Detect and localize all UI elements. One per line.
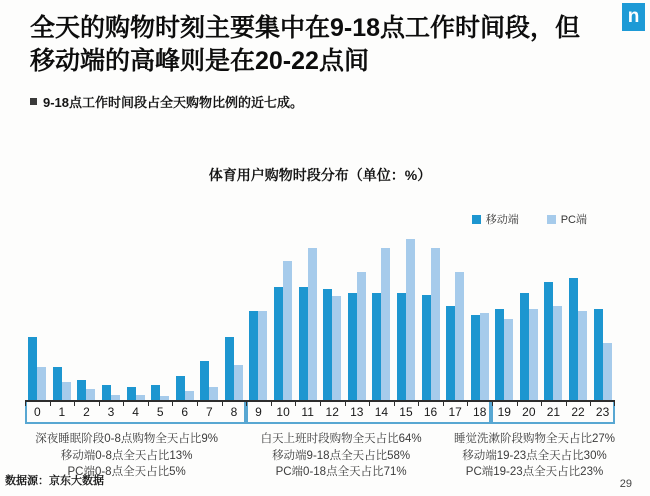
page-title-line1: 全天的购物时刻主要集中在9-18点工作时间段，但	[30, 14, 581, 42]
bar-group-22	[566, 278, 591, 400]
bar-group-4	[123, 387, 148, 400]
bar-pc-21	[553, 306, 562, 400]
bar-pc-8	[234, 365, 243, 400]
nielsen-logo	[622, 3, 645, 31]
annotation-9-18-line-0: 白天上班时段购物全天占比64%	[260, 433, 422, 445]
x-label-12: 12	[320, 402, 345, 422]
annotation-0-8-line-2: PC端0-8点全天占比5%	[67, 466, 186, 479]
bar-group-23	[590, 309, 615, 400]
data-source-note: 数据源：京东大数据	[5, 475, 104, 487]
bar-mobile-22	[569, 278, 578, 400]
annotations-row	[25, 431, 615, 481]
bar-mobile-7	[200, 361, 209, 400]
x-label-21: 21	[541, 402, 566, 422]
bar-mobile-17	[446, 306, 455, 400]
bar-group-8	[222, 337, 247, 400]
annotation-0-8-line-0: 深夜睡眠阶段0-8点购物全天占比9%	[35, 433, 218, 445]
bar-group-10	[271, 261, 296, 400]
x-label-2: 2	[74, 402, 99, 422]
x-label-1: 1	[50, 402, 75, 422]
page-title	[30, 12, 580, 77]
x-label-13: 13	[345, 402, 370, 422]
bar-pc-22	[578, 311, 587, 400]
annotation-19-23-line-2: PC端19-23点全天占比23%	[465, 466, 604, 479]
x-label-3: 3	[99, 402, 124, 422]
x-label-15: 15	[394, 402, 419, 422]
legend	[25, 213, 587, 225]
bar-mobile-11	[299, 287, 308, 400]
bar-mobile-1	[53, 367, 62, 400]
bar-mobile-0	[28, 337, 37, 400]
page-number: 29	[619, 478, 632, 490]
bar-pc-13	[357, 272, 366, 400]
bar-group-9	[246, 311, 271, 400]
x-label-20: 20	[517, 402, 542, 422]
x-axis-labels	[25, 402, 615, 422]
bar-pc-0	[37, 367, 46, 400]
bar-group-16	[418, 248, 443, 400]
bar-mobile-2	[77, 380, 86, 400]
bar-group-12	[320, 289, 345, 400]
bar-pc-14	[381, 248, 390, 400]
annotation-9-18	[228, 431, 454, 481]
annotation-0-8-line-1: 移动端0-8点全天占比13%	[60, 449, 193, 462]
bar-pc-19	[504, 319, 513, 400]
bar-mobile-10	[274, 287, 283, 400]
bar-pc-17	[455, 272, 464, 400]
chart-title: 体育用户购物时段分布（单位：%）	[208, 167, 432, 183]
x-label-8: 8	[222, 402, 247, 422]
bar-mobile-8	[225, 337, 234, 400]
bar-pc-11	[308, 248, 317, 400]
bar-mobile-19	[495, 309, 504, 400]
bar-mobile-13	[348, 293, 357, 400]
bar-chart	[25, 165, 615, 481]
bar-pc-6	[185, 391, 194, 400]
x-label-9: 9	[246, 402, 271, 422]
x-label-18: 18	[467, 402, 492, 422]
x-label-5: 5	[148, 402, 173, 422]
bar-mobile-18	[471, 315, 480, 400]
bar-mobile-21	[544, 282, 553, 400]
x-label-16: 16	[418, 402, 443, 422]
subtitle-bullet-row	[30, 92, 303, 111]
bar-mobile-4	[127, 387, 136, 400]
x-label-22: 22	[566, 402, 591, 422]
x-label-10: 10	[271, 402, 296, 422]
bar-mobile-23	[594, 309, 603, 400]
bar-pc-16	[431, 248, 440, 400]
bar-pc-12	[332, 296, 341, 400]
bar-mobile-12	[323, 289, 332, 400]
legend-swatch-mobile	[472, 215, 481, 224]
bar-pc-20	[529, 309, 538, 400]
legend-item-mobile	[472, 213, 519, 225]
bar-pc-15	[406, 239, 415, 400]
bar-pc-10	[283, 261, 292, 400]
bar-pc-9	[258, 311, 267, 400]
x-label-19: 19	[492, 402, 517, 422]
x-label-6: 6	[172, 402, 197, 422]
annotation-19-23-line-1: 移动端19-23点全天占比30%	[462, 449, 607, 462]
legend-swatch-pc	[547, 215, 556, 224]
annotation-19-23	[454, 431, 615, 481]
bar-group-21	[541, 282, 566, 400]
legend-label-mobile: 移动端	[485, 214, 519, 226]
plot-area	[25, 229, 615, 400]
bar-group-17	[443, 272, 468, 400]
bar-mobile-9	[249, 311, 258, 400]
bar-mobile-20	[520, 293, 529, 400]
subtitle-text: 9-18点工作时间段占全天购物比例的近七成。	[43, 95, 304, 110]
x-label-17: 17	[443, 402, 468, 422]
bar-mobile-14	[372, 293, 381, 400]
bar-mobile-16	[422, 295, 431, 401]
bar-pc-2	[86, 389, 95, 400]
bar-pc-7	[209, 387, 218, 400]
annotation-9-18-line-1: 移动端9-18点全天占比58%	[272, 449, 411, 462]
nielsen-logo-letter: n	[627, 6, 640, 27]
bar-group-11	[295, 248, 320, 400]
legend-item-pc	[547, 213, 587, 225]
page-title-line2: 移动端的高峰则是在20-22点间	[30, 46, 369, 75]
bar-group-6	[172, 376, 197, 400]
bar-mobile-5	[151, 385, 160, 400]
bar-group-20	[517, 293, 542, 400]
legend-label-pc: PC端	[560, 214, 587, 226]
bar-pc-23	[603, 343, 612, 400]
bar-group-3	[99, 385, 124, 400]
bar-group-18	[467, 313, 492, 400]
bar-mobile-6	[176, 376, 185, 400]
bar-group-0	[25, 337, 50, 400]
x-label-11: 11	[295, 402, 320, 422]
annotation-9-18-line-2: PC端0-18点全天占比71%	[275, 466, 407, 479]
bar-group-19	[492, 309, 517, 400]
bar-mobile-15	[397, 293, 406, 400]
bullet-square-icon	[30, 98, 37, 105]
bar-group-2	[74, 380, 99, 400]
x-label-7: 7	[197, 402, 222, 422]
bar-group-13	[345, 272, 370, 400]
bar-pc-1	[62, 382, 71, 401]
bar-mobile-3	[102, 385, 111, 400]
bar-group-5	[148, 385, 173, 400]
bar-group-1	[50, 367, 75, 400]
bar-group-15	[394, 239, 419, 400]
x-label-0: 0	[25, 402, 50, 422]
x-axis	[25, 400, 615, 422]
bar-group-7	[197, 361, 222, 400]
x-label-14: 14	[369, 402, 394, 422]
bar-pc-18	[480, 313, 489, 400]
annotation-19-23-line-0: 睡觉洗漱阶段购物全天占比27%	[453, 433, 615, 445]
bar-group-14	[369, 248, 394, 400]
x-label-23: 23	[590, 402, 615, 422]
x-label-4: 4	[123, 402, 148, 422]
